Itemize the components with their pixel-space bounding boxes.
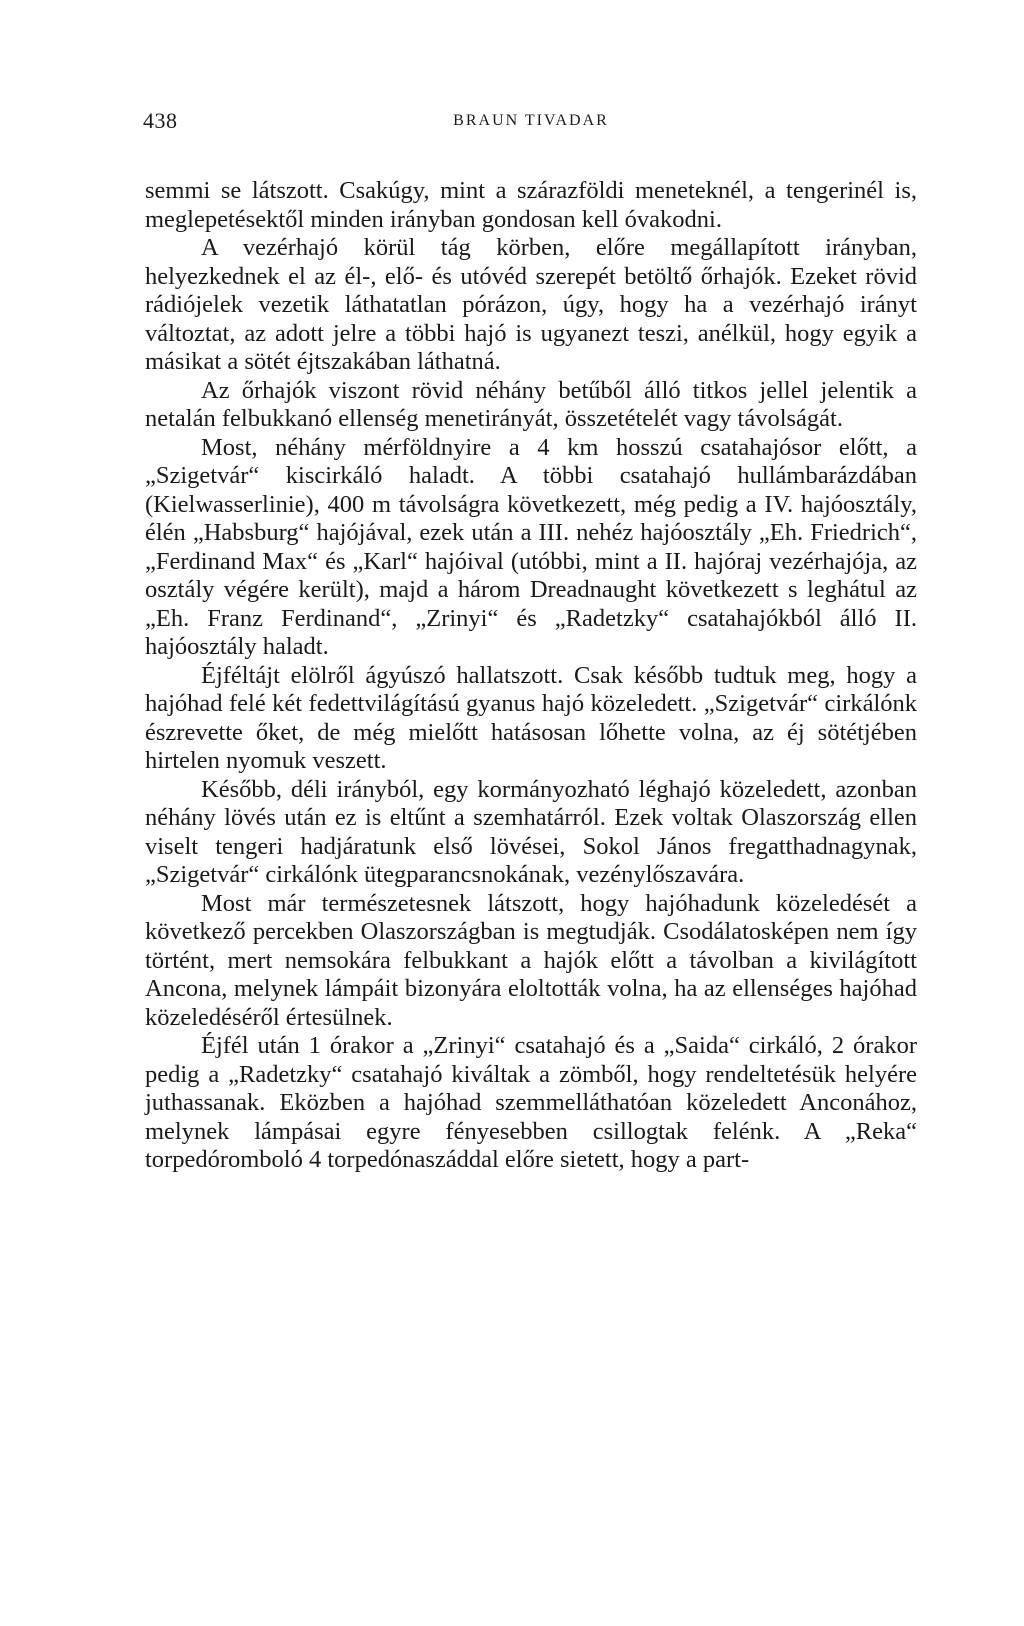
running-head xyxy=(145,108,917,138)
paragraph: Éjféltájt elölről ágyúszó hallatszott. Csak később tudtuk meg, hogy a hajóhad felé két fedettvilágítású gyanus hajó közeledett. „Szigetvár“ cirkálónk észrevette őket, de még mielőtt hatásosan lőhette volna, az éj sötétjében hirtelen nyomuk veszett. xyxy=(145,661,917,774)
paragraph: Most, néhány mérföldnyire a 4 km hosszú csatahajósor előtt, a „Szigetvár“ kiscirkáló haladt. A többi csatahajó hullámbarázdában (Kielwasserlinie), 400 m távolságra következett, még pedig a IV. hajóosztály, élén „Habsburg“ hajójával, ezek után a III. nehéz hajóosztály „Eh. Friedrich“, „Ferdinand Max“ és „Karl“ hajóival (utóbbi, mint a II. hajóraj vezérhajója, az osztály végére került), majd a három Dreadnaught következett s leghátul az „Eh. Franz Ferdinand“, „Zrinyi“ és „Radetzky“ csatahajókból álló II. hajóosztály haladt. xyxy=(145,433,917,660)
page-number: 438 xyxy=(143,108,178,133)
paragraph: Az őrhajók viszont rövid néhány betűből álló titkos jellel jelentik a netalán felbukkanó ellenség menetirányát, összetételét vagy távolságát. xyxy=(145,376,917,432)
book-page xyxy=(145,0,917,1626)
body-text xyxy=(145,177,917,1175)
paragraph: Később, déli irányból, egy kormányozható léghajó közeledett, azonban néhány lövés után ez is eltűnt a szemhatárról. Ezek voltak Olaszország ellen viselt tengeri hadjáratunk első lövései, Sokol János fregatthadnagynak, „Szigetvár“ cirkálónk ütegparancsnokának, vezénylőszavára. xyxy=(145,775,917,888)
paragraph: Most már természetesnek látszott, hogy hajóhadunk közeledését a következő percekben Olaszországban is megtudják. Csodálatosképen nem így történt, mert nemsokára felbukkant a hajók előtt a távolban a kivilágított Ancona, melynek lámpáit bizonyára eloltották volna, ha az ellenséges hajóhad közeledéséről értesülnek. xyxy=(145,889,917,1031)
paragraph: semmi se látszott. Csakúgy, mint a szárazföldi meneteknél, a tengerinél is, meglepetésektől minden irányban gondosan kell óvakodni. xyxy=(145,177,917,233)
running-title: BRAUN TIVADAR xyxy=(453,112,609,129)
paragraph: A vezérhajó körül tág körben, előre megállapított irányban, helyezkednek el az él-, elő- és utóvéd szerepét betöltő őrhajók. Ezeket rövid rádiójelek vezetik láthatatlan pórázon, úgy, hogy ha a vezérhajó irányt változtat, az adott jelre a többi hajó is ugyanezt teszi, anélkül, hogy egyik a másikat a sötét éjtszakában láthatná. xyxy=(145,234,917,375)
paragraph: Éjfél után 1 órakor a „Zrinyi“ csatahajó és a „Saida“ cirkáló, 2 órakor pedig a „Radetzky“ csatahajó kiváltak a zömből, hogy rendeltetésük helyére juthassanak. Eközben a hajóhad szemmelláthatóan közeledett Anconához, melynek lámpásai egyre fényesebben csillogtak felénk. A „Reka“ torpedóromboló 4 torpedónaszáddal előre sietett, hogy a part- xyxy=(145,1032,917,1173)
